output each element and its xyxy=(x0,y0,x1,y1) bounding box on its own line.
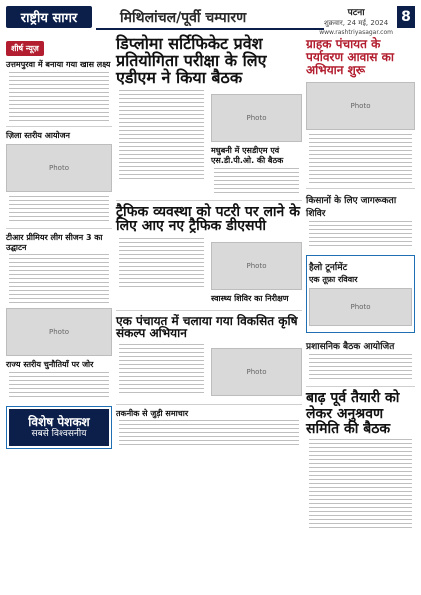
middle-photo-2: Photo xyxy=(211,242,302,290)
right-small-body-2 xyxy=(306,354,415,382)
middle-headline-3: एक पंचायत में चलाया गया विकसित कृषि संकल्प अभियान xyxy=(116,313,298,341)
right-column xyxy=(306,36,415,587)
left-story-2-body xyxy=(6,254,112,304)
left-story-3-body xyxy=(6,372,112,400)
middle-story-3-body-left xyxy=(116,344,207,394)
left-story-1-body-2 xyxy=(6,196,112,224)
right-promo xyxy=(306,255,415,334)
middle-divider-1 xyxy=(116,200,302,201)
middle-story-1 xyxy=(116,90,302,195)
middle-caption-1: मधुबनी में एसडीएम एवं एस.डी.पी.ओ. की बैठक xyxy=(211,146,284,165)
middle-headline-4: तकनीक से जुड़ी समाचार xyxy=(116,408,189,418)
middle-photo-3: Photo xyxy=(211,348,302,396)
city-label: पटना xyxy=(347,8,365,18)
website-label: www.rashtriyasagar.com xyxy=(319,29,393,36)
left-ad-title: विशेष पेशकश xyxy=(28,414,90,429)
left-story-1-body xyxy=(6,72,112,122)
middle-caption-2: स्वास्थ्य शिविर का निरीक्षण xyxy=(211,293,289,303)
right-promo-photo: Photo xyxy=(309,288,412,326)
middle-headline-1: डिप्लोमा सर्टिफिकेट प्रवेश प्रतियोगिता परीक्षा के लिए एडीएम ने किया बैठक xyxy=(116,34,267,87)
right-story-2-body xyxy=(306,439,415,529)
left-photo-2: Photo xyxy=(6,308,112,356)
left-ad-box xyxy=(6,406,112,449)
middle-story-4-body xyxy=(116,420,302,448)
right-story-1-body xyxy=(306,134,415,184)
left-divider-1 xyxy=(6,126,112,127)
middle-divider-3 xyxy=(116,404,302,405)
left-divider-2 xyxy=(6,228,112,229)
right-divider-1 xyxy=(306,188,415,189)
right-small-body-1 xyxy=(306,221,415,249)
left-column xyxy=(6,36,112,587)
right-divider-2 xyxy=(306,386,415,387)
left-headline-1: उत्तमपुरवा में बनाया गया खास लक्ष्य xyxy=(6,60,111,69)
middle-story-1-body-right xyxy=(211,168,302,196)
right-headline-2: बाढ़ पूर्व तैयारी को लेकर अनुश्रवण समिति की बैठक xyxy=(306,390,400,437)
left-photo-1: Photo xyxy=(6,144,112,192)
left-headline-2: टीआर प्रीमियर लीग सीजन 3 का उद्घाटन xyxy=(6,233,103,252)
right-small-title-1: किसानों के लिए जागरूकता शिविर xyxy=(306,195,397,219)
left-ad-subtitle: सबसे विश्वसनीय xyxy=(31,429,87,440)
middle-story-3 xyxy=(116,344,302,400)
right-promo-title: हैलो टूर्नामेंट xyxy=(309,262,348,273)
header-underline xyxy=(96,28,324,30)
right-photo-1: Photo xyxy=(306,82,415,130)
right-small-title-2: प्रशासनिक बैठक आयोजित xyxy=(306,342,395,353)
middle-column xyxy=(116,36,302,587)
right-promo-subtitle: एक तूफ़ा रविवार xyxy=(309,274,358,284)
left-section-label: शीर्ष न्यूज़ xyxy=(6,41,44,56)
right-headline-1: ग्राहक पंचायत के पर्यावरण आवास का अभियान शुरू xyxy=(306,37,394,78)
left-subhead-1: ज़िला स्तरीय आयोजन xyxy=(6,130,70,140)
middle-photo-1: Photo xyxy=(211,94,302,142)
left-ad xyxy=(9,409,109,446)
middle-headline-2: ट्रैफिक व्यवस्था को पटरी पर लाने के लिए आए नए ट्रैफिक डीएसपी xyxy=(116,203,300,235)
middle-story-2 xyxy=(116,238,302,306)
middle-story-2-body-left xyxy=(116,238,207,288)
page-number: 8 xyxy=(397,6,415,28)
section-title: मिथिलांचल/पूर्वी चम्पारण xyxy=(120,10,247,26)
newspaper-brand: राष्ट्रीय सागर xyxy=(6,6,92,28)
header-meta xyxy=(319,5,393,36)
page-header xyxy=(0,0,421,34)
date-label: शुक्रवार, 24 मई, 2024 xyxy=(324,19,389,27)
left-headline-3: राज्य स्तरीय चुनौतियाँ पर जोर xyxy=(6,360,94,370)
middle-story-1-body-left xyxy=(116,90,207,180)
middle-divider-2 xyxy=(116,310,302,311)
